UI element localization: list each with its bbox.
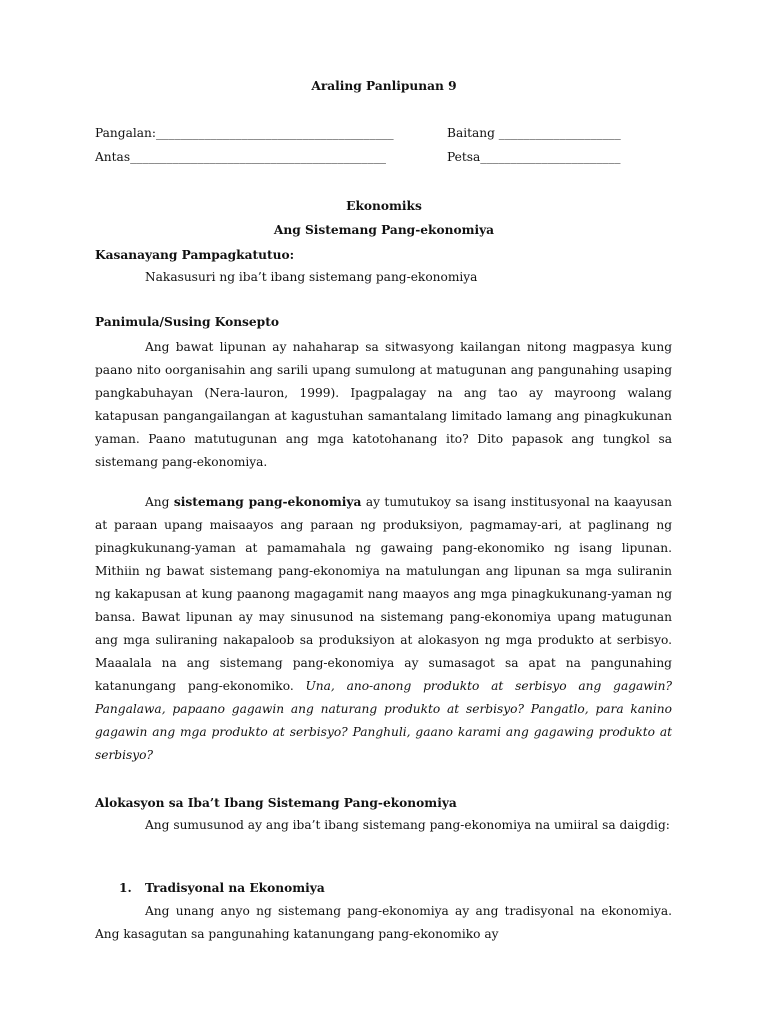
allocation-heading: Alokasyon sa Iba’t Ibang Sistemang Pang-ekonomiya bbox=[95, 796, 457, 810]
grade-field: Baitang ____________________ bbox=[447, 126, 621, 140]
competency-heading: Kasanayang Pampagkatutuo: bbox=[95, 248, 295, 262]
p2-term: sistemang pang-ekonomiya bbox=[173, 495, 362, 509]
allocation-paragraph: Ang sumusunod ay ang iba’t ibang sistemang pang-ekonomiya na umiiral sa daigdig: bbox=[145, 818, 670, 832]
subject-heading: Ekonomiks bbox=[346, 199, 422, 213]
name-field: Pangalan:_______________________________________ bbox=[95, 126, 394, 140]
competency-text: Nakasusuri ng iba’t ibang sistemang pang-ekonomiya bbox=[145, 270, 478, 284]
traditional-paragraph: Ang unang anyo ng sistemang pang-ekonomiya ay ang tradisyonal na ekonomiya. Ang kasagutan sa pangunahing katanungang pang-ekonomiko ay bbox=[95, 904, 672, 941]
topic-heading: Ang Sistemang Pang-ekonomiya bbox=[273, 223, 495, 237]
p2-start: Ang bbox=[145, 495, 174, 509]
p2-body: ay tumutukoy sa isang institusyonal na kaayusan at paraan upang maisaayos ang paraan ng produksiyon, pagmamay-ari, at paglinang ng pinagkukunang-yaman at pamamahala ng gawaing pang-ekonomiko ng isang lipunan. Mithiin ng bawat sistemang pang-ekonomiya na matulungan ang lipunan sa mga suliranin ng kakapusan at kung paanong magagamit nang maayos ang mga pinagkukunang-yaman ng bansa. Bawat lipunan ay may sinusunod na sistemang pang-ekonomiya upang matugunan ang mga suliraning nakapaloob sa produksiyon at alokasyon ng mga produkto at serbisyo. Maaalala na ang sistemang pang-ekonomiya ay sumasagot sa apat na pangunahing katanungang pang-ekonomiko. bbox=[95, 495, 673, 693]
date-field: Petsa_______________________ bbox=[447, 150, 621, 164]
intro-paragraph-2 bbox=[95, 491, 672, 767]
level-field: Antas__________________________________________ bbox=[95, 150, 387, 164]
traditional-heading: Tradisyonal na Ekonomiya bbox=[145, 881, 325, 895]
list-number-1: 1. bbox=[119, 881, 132, 895]
p2-questions: Una, ano-anong produkto at serbisyo ang gagawin? Pangalawa, papaano gagawin ang naturang produkto at serbisyo? Pangatlo, para kanino gagawin ang mga produkto at serbisyo? Panghuli, gaano karami ang gagawing produkto at serbisyo? bbox=[95, 679, 672, 762]
intro-paragraph-1: Ang bawat lipunan ay nahaharap sa sitwasyong kailangan nitong magpasya kung paano nito oorganisahin ang sarili upang sumulong at matugunan ang pangunahing usaping pangkabuhayan (Nera-lauron, 1999). Ipagpalagay na ang tao ay mayroong walang katapusan pangangailangan at kagustuhan samantalang limitado lamang ang pinagkukunan yaman. Paano matutugunan ang mga katotohanang ito? Dito papasok ang tungkol sa sistemang pang-ekonomiya. bbox=[95, 340, 672, 469]
intro-heading: Panimula/Susing Konsepto bbox=[95, 315, 279, 329]
document-title: Araling Panlipunan 9 bbox=[311, 79, 457, 93]
